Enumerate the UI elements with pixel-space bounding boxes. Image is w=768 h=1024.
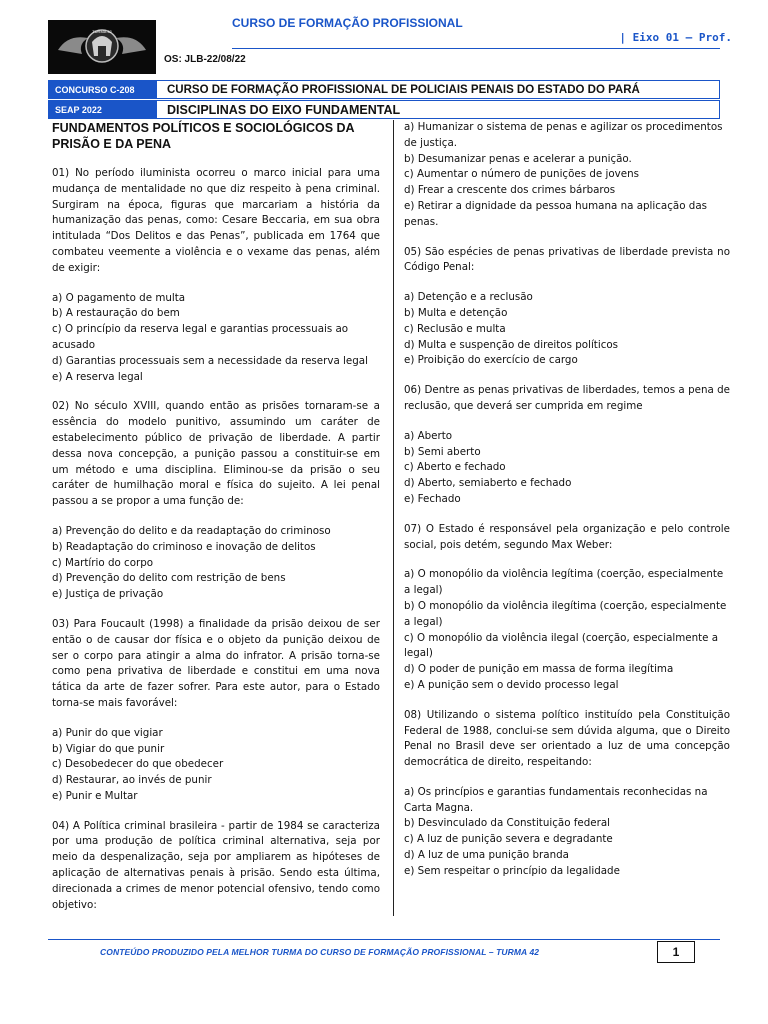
discipline-band bbox=[48, 100, 720, 119]
option: d) Prevenção do delito com restrição de bens bbox=[52, 572, 286, 585]
options-02 bbox=[52, 524, 380, 603]
page-number: 1 bbox=[657, 941, 695, 963]
question-08: 08) Utilizando o sistema político instituído pela Constituição Federal de 1988, conclui-se sem dúvida alguma, que o Direito Penal no Brasil deve ser orientado a luz de uma concepção democrática de direito, respeitando: bbox=[404, 708, 730, 769]
contest-text: CURSO DE FORMAÇÃO PROFISSIONAL DE POLICIAIS PENAIS DO ESTADO DO PARÁ bbox=[167, 83, 640, 96]
option: a) Detenção e a reclusão bbox=[404, 291, 533, 304]
option: d) A luz de uma punição branda bbox=[404, 849, 569, 862]
options-08 bbox=[404, 785, 730, 880]
question-04: 04) A Política criminal brasileira - partir de 1984 se caracteriza por uma produção de política criminal alternativa, seja por meio da despenalização, seja por ampliarem as hipóteses de aplicação de alternativas penais à prisão. Sendo esta última, direcionada a crimes de menor potencial ofensivo, tendo como objetivo: bbox=[52, 819, 380, 911]
option: e) Punir e Multar bbox=[52, 789, 138, 802]
option: d) Multa e suspenção de direitos políticos bbox=[404, 338, 619, 351]
left-column bbox=[52, 120, 380, 927]
option: e) Proibição do exercício de cargo bbox=[404, 354, 578, 367]
option: b) Vigiar do que punir bbox=[52, 742, 165, 755]
option: e) Sem respeitar o princípio da legalidade bbox=[404, 864, 620, 877]
options-05 bbox=[404, 290, 730, 369]
right-column bbox=[404, 120, 730, 894]
option: c) Desobedecer do que obedecer bbox=[52, 758, 224, 771]
option: d) Frear a crescente dos crimes bárbaros bbox=[404, 184, 616, 197]
column-divider bbox=[393, 120, 394, 916]
seap-label: SEAP 2022 bbox=[49, 101, 157, 118]
option: e) Justiça de privação bbox=[52, 588, 164, 601]
question-02: 02) No século XVIII, quando então as prisões tornaram-se a essência do modelo punitivo, assumindo um caráter de estabelecimento público de privação de liberdade. A partir dessa nova concepção, a punição passou a constituir-se em um método e uma disciplina. Eliminou-se da prisão o seu caráter de humilhação moral e física do sujeito. A lei penal passou a se propor a uma função de: bbox=[52, 400, 380, 508]
option: c) Aumentar o número de punições de jovens bbox=[404, 168, 639, 181]
option: a) Humanizar o sistema de penas e agilizar os procedimentos de justiça. bbox=[404, 121, 723, 149]
option: b) A restauração do bem bbox=[52, 307, 180, 320]
question-03: 03) Para Foucault (1998) a finalidade da prisão deixou de ser então o de causar dor física e o objeto da punição deixou de ser o corpo para atingir a alma do infrator. A prisão torna-se como pena privativa de liberdade e constitui em uma nova tática da arte de fazer sofrer. Para este autor, para o Estado torna-se mais favorável: bbox=[52, 617, 380, 709]
option: a) Punir do que vigiar bbox=[52, 726, 163, 739]
option: e) Fechado bbox=[404, 492, 461, 505]
options-07 bbox=[404, 567, 730, 693]
header-divider bbox=[232, 48, 720, 49]
options-04 bbox=[404, 120, 730, 231]
option: c) Aberto e fechado bbox=[404, 461, 506, 474]
option: d) Aberto, semiaberto e fechado bbox=[404, 477, 572, 490]
option: c) O monopólio da violência ilegal (coerção, especialmente a legal) bbox=[404, 631, 719, 660]
option: e) A reserva legal bbox=[52, 370, 143, 383]
question-07: 07) O Estado é responsável pela organização e pelo controle social, pois detém, segundo Max Weber: bbox=[404, 522, 730, 551]
option: b) Semi aberto bbox=[404, 445, 481, 458]
option: b) O monopólio da violência ilegítima (coerção, especialmente a legal) bbox=[404, 599, 727, 628]
option: b) Readaptação do criminoso e inovação de delitos bbox=[52, 540, 316, 553]
axis-label: | Eixo 01 – Prof. bbox=[619, 31, 732, 44]
option: c) A luz de punição severa e degradante bbox=[404, 833, 613, 846]
option: a) Aberto bbox=[404, 429, 453, 442]
option: e) A punição sem o devido processo legal bbox=[404, 678, 619, 691]
option: d) Restaurar, ao invés de punir bbox=[52, 774, 212, 787]
option: a) Prevenção do delito e da readaptação do criminoso bbox=[52, 524, 331, 537]
question-01: 01) No período iluminista ocorreu o marco inicial para uma mudança de mentalidade no que diz respeito à pena criminal. Surgiram na época, figuras que marcariam a história da humanização das penas, como: Cesare Beccaria, em sua obra intitulada “Dos Delitos e das Penas”, publicada em 1764 que combateu veemente a violência e o vexame das penas, além de exigir: bbox=[52, 167, 380, 274]
logo-text: TURMA 42 bbox=[92, 29, 112, 34]
option: c) Martírio do corpo bbox=[52, 556, 154, 569]
option: c) Reclusão e multa bbox=[404, 322, 506, 335]
question-05: 05) São espécies de penas privativas de liberdade prevista no Código Penal: bbox=[404, 245, 730, 274]
os-code: OS: JLB-22/08/22 bbox=[164, 54, 246, 65]
contest-label: CONCURSO C-208 bbox=[49, 81, 157, 98]
option: c) O princípio da reserva legal e garantias processuais ao acusado bbox=[52, 323, 349, 351]
options-01 bbox=[52, 291, 380, 386]
footer-text: CONTEÚDO PRODUZIDO PELA MELHOR TURMA DO CURSO DE FORMAÇÃO PROFISSIONAL – TURMA 42 bbox=[100, 947, 540, 957]
option: d) Garantias processuais sem a necessidade da reserva legal bbox=[52, 354, 368, 367]
spartan-helmet-icon bbox=[48, 20, 156, 74]
question-06: 06) Dentre as penas privativas de liberdades, temos a pena de reclusão, que deverá ser cumprida em regime bbox=[404, 384, 730, 412]
contest-band bbox=[48, 80, 720, 99]
option: b) Desumanizar penas e acelerar a punição. bbox=[404, 152, 632, 165]
option: e) Retirar a dignidade da pessoa humana na aplicação das penas. bbox=[404, 199, 707, 228]
option: b) Desvinculado da Constituição federal bbox=[404, 817, 611, 830]
discipline-text: DISCIPLINAS DO EIXO FUNDAMENTAL bbox=[167, 102, 401, 117]
turma-logo bbox=[48, 20, 156, 74]
option: a) O monopólio da violência legítima (coerção, especialmente a legal) bbox=[404, 568, 724, 597]
option: a) O pagamento de multa bbox=[52, 291, 186, 304]
section-title: FUNDAMENTOS POLÍTICOS E SOCIOLÓGICOS DA PRISÃO E DA PENA bbox=[52, 121, 355, 151]
footer-divider bbox=[48, 939, 720, 940]
option: a) Os princípios e garantias fundamentais reconhecidas na Carta Magna. bbox=[404, 785, 708, 814]
options-06 bbox=[404, 429, 730, 508]
options-03 bbox=[52, 726, 380, 805]
option: b) Multa e detenção bbox=[404, 306, 508, 319]
course-title: CURSO DE FORMAÇÃO PROFISSIONAL bbox=[232, 16, 463, 30]
option: d) O poder de punição em massa de forma ilegítima bbox=[404, 663, 674, 676]
